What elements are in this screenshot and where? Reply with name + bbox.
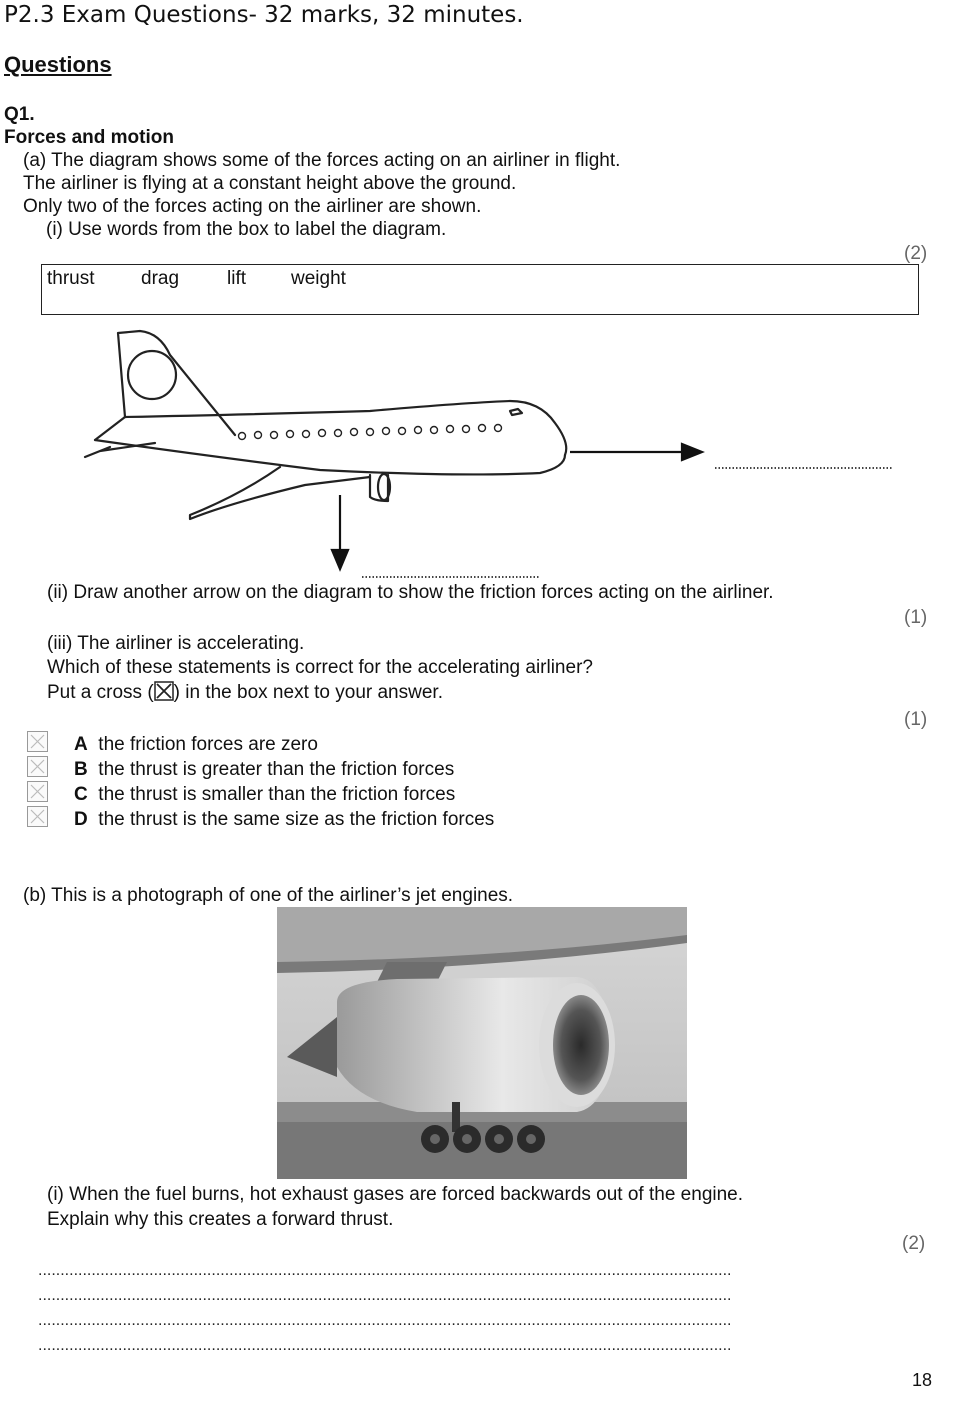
part-a-iii-line-1: (iii) The airliner is accelerating. xyxy=(47,633,305,654)
option-d: D the thrust is the same size as the friction forces xyxy=(74,809,495,830)
checkbox-icon xyxy=(28,732,47,751)
cross-box-icon xyxy=(154,681,174,701)
part-a-line-1: (a) The diagram shows some of the forces acting on an airliner in flight. xyxy=(23,150,621,171)
word-weight: weight xyxy=(291,268,346,289)
answer-line-1[interactable]: ............................................................................................................................................................ xyxy=(38,1262,732,1279)
option-a: A the friction forces are zero xyxy=(74,734,318,755)
marks-a-iii: (1) xyxy=(904,709,928,730)
word-lift: lift xyxy=(227,268,246,289)
part-b-i-line-2: Explain why this creates a forward thrust. xyxy=(47,1209,394,1230)
checkbox-icon xyxy=(28,782,47,801)
word-box xyxy=(41,264,919,315)
option-b-checkbox[interactable] xyxy=(27,756,48,777)
answer-line-4[interactable]: ............................................................................................................................................................ xyxy=(38,1337,732,1354)
part-a-i-instruction: (i) Use words from the box to label the diagram. xyxy=(46,219,447,240)
marks-a-ii: (1) xyxy=(904,607,928,628)
part-a-line-2: The airliner is flying at a constant height above the ground. xyxy=(23,173,517,194)
question-topic: Forces and motion xyxy=(4,127,174,148)
option-a-checkbox[interactable] xyxy=(27,731,48,752)
section-heading: Questions xyxy=(4,52,112,77)
option-c: C the thrust is smaller than the friction forces xyxy=(74,784,456,805)
option-b: B the thrust is greater than the friction forces xyxy=(74,759,455,780)
part-a-iii-line-3: Put a cross ( ) in the box next to your answer. xyxy=(47,682,443,703)
marks-a-i: (2) xyxy=(904,243,928,264)
jet-engine-photo xyxy=(277,907,687,1179)
option-c-checkbox[interactable] xyxy=(27,781,48,802)
airliner-diagram[interactable] xyxy=(70,325,910,585)
part-a-iii-line-2: Which of these statements is correct for the accelerating airliner? xyxy=(47,657,593,678)
page-title: P2.3 Exam Questions- 32 marks, 32 minutes. xyxy=(4,2,524,28)
part-a-line-3: Only two of the forces acting on the airliner are shown. xyxy=(23,196,482,217)
answer-line-2[interactable]: ............................................................................................................................................................ xyxy=(38,1287,732,1304)
window-row-icon xyxy=(239,425,502,440)
answer-line-3[interactable]: ............................................................................................................................................................ xyxy=(38,1312,732,1329)
part-b: (b) This is a photograph of one of the airliner’s jet engines. xyxy=(23,885,514,906)
page-number: 18 xyxy=(911,1370,932,1390)
question-label: Q1. xyxy=(4,104,35,125)
thrust-arrow-icon xyxy=(570,444,702,460)
part-b-i-line-1: (i) When the fuel burns, hot exhaust gases are forced backwards out of the engine. xyxy=(47,1184,744,1205)
marks-b-i: (2) xyxy=(902,1233,926,1254)
weight-arrow-icon xyxy=(332,495,348,569)
word-thrust: thrust xyxy=(47,268,95,289)
word-drag: drag xyxy=(141,268,180,289)
checkbox-icon xyxy=(28,757,47,776)
checkbox-icon xyxy=(28,807,47,826)
airliner-outline-icon xyxy=(85,331,566,519)
option-d-checkbox[interactable] xyxy=(27,806,48,827)
part-a-ii: (ii) Draw another arrow on the diagram to show the friction forces acting on the airliner. xyxy=(47,582,774,603)
